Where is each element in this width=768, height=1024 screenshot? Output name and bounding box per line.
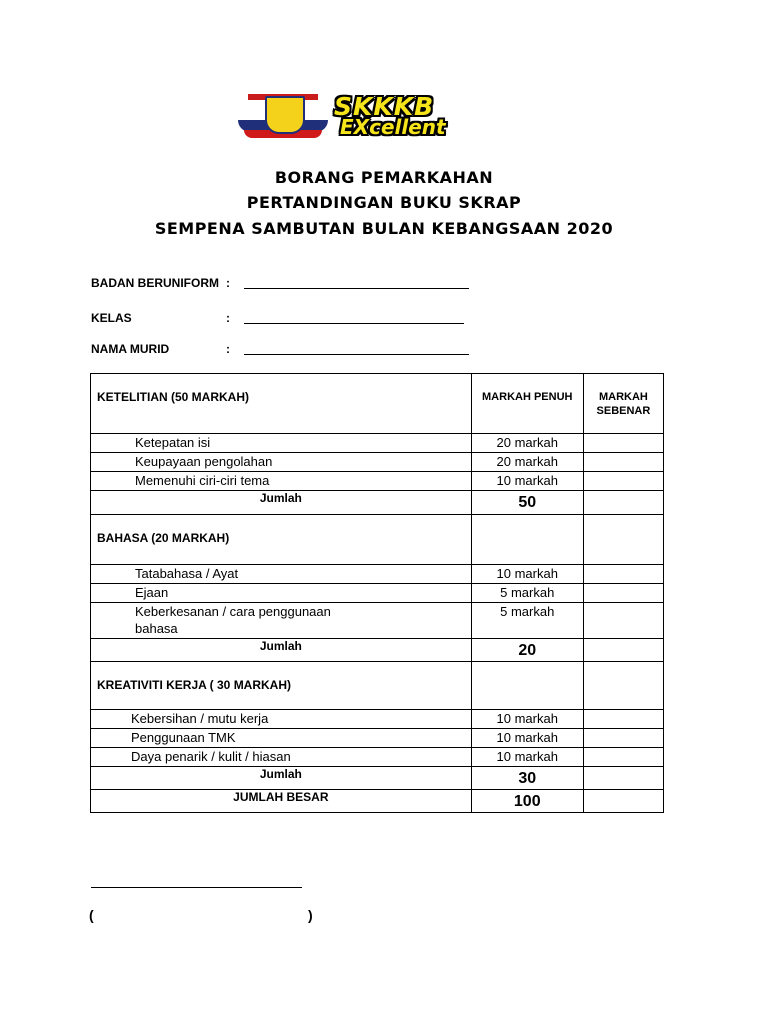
criterion-full-mark: 10 markah: [471, 748, 583, 767]
field-label: BADAN BERUNIFORM: [91, 276, 219, 290]
brand-top-text: SKKKB: [334, 92, 435, 121]
table-row: [91, 434, 664, 453]
field-colon: :: [226, 311, 230, 325]
criterion-full-mark: 5 markah: [471, 603, 583, 639]
criterion-actual-mark-cell[interactable]: [583, 565, 663, 584]
section-title: KETELITIAN (50 MARKAH): [91, 374, 472, 434]
criterion-name: Memenuhi ciri-ciri tema: [91, 472, 472, 491]
total-row: [91, 639, 664, 662]
section-header-row: [91, 662, 664, 710]
table-row: [91, 584, 664, 603]
criterion-actual-mark-cell[interactable]: [583, 603, 663, 639]
col-header-full: MARKAH PENUH: [471, 374, 583, 434]
total-value: 30: [471, 767, 583, 790]
total-row: [91, 491, 664, 515]
form-occasion: SEMPENA SAMBUTAN BULAN KEBANGSAAN 2020: [154, 219, 614, 238]
criterion-actual-mark-cell[interactable]: [583, 453, 663, 472]
table-row: [91, 748, 664, 767]
brand-bottom-text: EXcellent: [340, 115, 446, 139]
table-row: [91, 603, 664, 639]
criterion-full-mark: 10 markah: [471, 729, 583, 748]
grand-total-value: 100: [471, 790, 583, 813]
criterion-name: Keberkesanan / cara penggunaan bahasa: [91, 603, 472, 639]
criterion-name: Daya penarik / kulit / hiasan: [91, 748, 472, 767]
grand-total-row: [91, 790, 664, 813]
grand-total-actual-cell[interactable]: [583, 790, 663, 813]
total-label: Jumlah: [91, 491, 472, 515]
total-actual-cell[interactable]: [583, 639, 663, 662]
criterion-actual-mark-cell[interactable]: [583, 584, 663, 603]
criterion-full-mark: 20 markah: [471, 434, 583, 453]
total-label: Jumlah: [91, 767, 472, 790]
criterion-name: Keupayaan pengolahan: [91, 453, 472, 472]
criterion-name: Ketepatan isi: [91, 434, 472, 453]
total-row: [91, 767, 664, 790]
field-label: KELAS: [91, 311, 132, 325]
grand-total-label: JUMLAH BESAR: [91, 790, 472, 813]
table-row: [91, 565, 664, 584]
total-label: Jumlah: [91, 639, 472, 662]
table-row: [91, 453, 664, 472]
table-row: [91, 729, 664, 748]
section-header-row: [91, 374, 664, 434]
total-value: 20: [471, 639, 583, 662]
criterion-actual-mark-cell[interactable]: [583, 434, 663, 453]
name-paren-close: ): [308, 907, 313, 923]
criterion-full-mark: 20 markah: [471, 453, 583, 472]
criterion-actual-mark-cell[interactable]: [583, 710, 663, 729]
field-colon: :: [226, 276, 230, 290]
score-table: [90, 373, 664, 813]
section-title: KREATIVITI KERJA ( 30 MARKAH): [91, 662, 472, 710]
school-crest-icon: [238, 92, 328, 140]
table-row: [91, 710, 664, 729]
name-paren-open: (: [89, 907, 94, 923]
criterion-full-mark: 10 markah: [471, 710, 583, 729]
table-row: [91, 472, 664, 491]
section-header-row: [91, 515, 664, 565]
total-value: 50: [471, 491, 583, 515]
criterion-full-mark: 5 markah: [471, 584, 583, 603]
total-actual-cell[interactable]: [583, 767, 663, 790]
form-subtitle: PERTANDINGAN BUKU SKRAP: [246, 193, 522, 212]
col-header-actual: MARKAH SEBENAR: [583, 374, 663, 434]
criterion-full-mark: 10 markah: [471, 472, 583, 491]
field-colon: :: [226, 342, 230, 356]
total-actual-cell[interactable]: [583, 491, 663, 515]
criterion-name: Ejaan: [91, 584, 472, 603]
criterion-full-mark: 10 markah: [471, 565, 583, 584]
field-blank-line[interactable]: [244, 288, 469, 289]
field-label: NAMA MURID: [91, 342, 170, 356]
form-title: BORANG PEMARKAHAN: [274, 168, 494, 187]
criterion-actual-mark-cell[interactable]: [583, 472, 663, 491]
school-logo: [238, 92, 478, 144]
criterion-name: Kebersihan / mutu kerja: [91, 710, 472, 729]
criterion-actual-mark-cell[interactable]: [583, 729, 663, 748]
section-title: BAHASA (20 MARKAH): [91, 515, 472, 565]
criterion-actual-mark-cell[interactable]: [583, 748, 663, 767]
field-blank-line[interactable]: [244, 354, 469, 355]
brand-wordmark: [330, 92, 480, 142]
criterion-name: Penggunaan TMK: [91, 729, 472, 748]
field-blank-line[interactable]: [244, 323, 464, 324]
criterion-name: Tatabahasa / Ayat: [91, 565, 472, 584]
signature-line[interactable]: [91, 887, 302, 888]
